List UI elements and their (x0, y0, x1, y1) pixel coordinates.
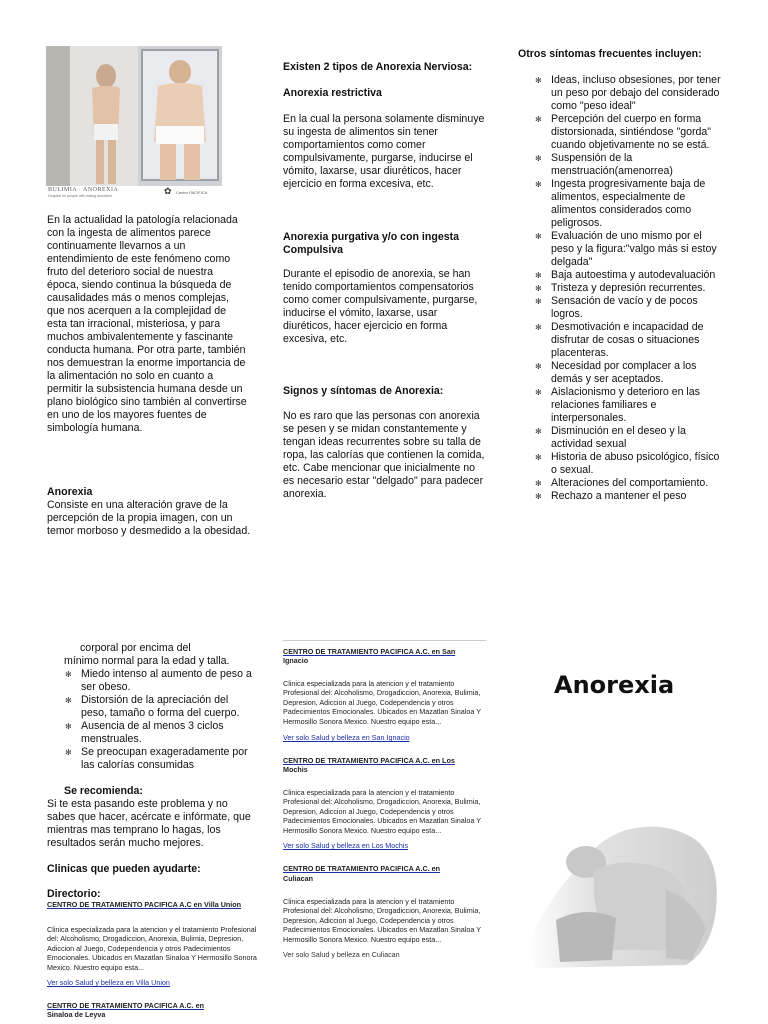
list-item: ✻ Tristeza y depresión recurrentes. (535, 282, 723, 295)
criteria-list (65, 668, 255, 772)
list-item: ✻ Alteraciones del comportamiento. (535, 477, 723, 490)
list-item: ✻ Ingesta progresivamente baja de alimentos, especialmente de alimentos considerados como peligrosos. (535, 178, 723, 230)
other-symptoms-heading: Otros síntomas frecuentes incluyen: (518, 48, 702, 60)
clinic-description: Clinica especializada para la atencion y el tratamiento Profesional del: Alcoholismo, Drogadiccion, Anorexia, Bulimia, Depresion, Adiccion al Juego, Codependencia y otros Padecimientos Emocionales. Ubicados en Mazatlan Sinaloa Y Hermosillo Sonora Mexico. Nuestro equipo esta... (47, 925, 257, 972)
clinics-heading: Clinicas que pueden ayudarte: (47, 863, 201, 875)
types-heading: Existen 2 tipos de Anorexia Nerviosa: (283, 61, 473, 73)
leaf-logo-icon: ✿ (164, 186, 172, 196)
clinic-place-los-mochis: Mochis (283, 765, 308, 774)
photo-caption-left: BULIMIA · ANOREXIA (48, 187, 119, 193)
divider (283, 640, 486, 641)
signs-heading: Signos y síntomas de Anorexia: (283, 385, 444, 397)
list-item: ✻ Historia de abuso psicológico, físico o sexual. (535, 451, 723, 477)
recommend-heading: Se recomienda: (64, 785, 143, 797)
anorexia-definition: Consiste en una alteración grave de la percepción de la propia imagen, con un temor morboso y desmedido a la obesidad. (47, 499, 251, 537)
clinic-description: Clinica especializada para la atencion y el tratamiento Profesional del: Alcoholismo, Drogadiccion, Anorexia, Bulimia, Depresion, Adiccion al Juego, Codependencia y otros Padecimientos Emocionales. Ubicados en Mazatlan Sinaloa Y Hermosillo Sonora Mexico. Nuestro equipo esta... (283, 897, 481, 944)
clinic-title-san-ignacio[interactable]: CENTRO DE TRATAMIENTO PACIFICA A.C. en San (283, 647, 456, 656)
list-item: ✻ Sensación de vacío y de pocos logros. (535, 295, 723, 321)
purgative-heading: Anorexia purgativa y/o con ingesta Compulsiva (283, 231, 460, 256)
signs-text: No es raro que las personas con anorexia se pesen y se midan constantemente y tengan ideas recurrentes sobre su talla de ropa, las calorías que contienen la comida, etc. Cabe mencionar que inicialmente no es necesario estar "delgado" para padecer anorexia. (283, 410, 485, 500)
clinic-title-villa-union[interactable]: CENTRO DE TRATAMIENTO PACIFICA A.C en Villa Union (47, 900, 242, 909)
list-item: ✻ Rechazo a mantener el peso (535, 490, 723, 503)
clinic-description: Clinica especializada para la atencion y el tratamiento Profesional del: Alcoholismo, Drogadiccion, Anorexia, Bulimia, Depresion, Adiccion al Juego, Codependencia y otros Padecimientos Emocionales. Ubicados en Mazatlan Sinaloa Y Hermosillo Sonora Mexico. Nuestro equipo esta... (283, 788, 481, 835)
clinic-link-los-mochis[interactable]: Ver solo Salud y belleza en Los Mochis (283, 841, 409, 850)
list-item: ✻ Ideas, incluso obsesiones, por tener un peso por debajo del considerado como "peso ideal" (535, 74, 723, 113)
continued-line-2: mínimo normal para la edad y talla. (64, 655, 230, 667)
clinic-description: Clinica especializada para la atencion y el tratamiento Profesional del: Alcoholismo, Drogadiccion, Anorexia, Bulimia, Depresion, Adiccion al Juego, Codependencia y otros Padecimientos Emocionales. Ubicados en Mazatlan Sinaloa Y Hermosillo Sonora Mexico. Nuestro equipo esta... (283, 679, 481, 726)
purgative-text: Durante el episodio de anorexia, se han tenido comportamientos compensatorios como comer compulsivamente, purgarse, inducirse el vómito, laxarse, usar diuréticos, hacer ejercicio en forma excesiva, etc. (283, 268, 478, 345)
crouching-figure-illustration (516, 800, 728, 972)
list-item: ✻ Se preocupan exageradamente por las calorías consumidas (65, 746, 255, 772)
recommend-text: Si te esta pasando este problema y no sabes que hacer, acércate e infórmate, que mientras mas temprano lo hagas, los resultados serán mucho mejores. (47, 798, 251, 849)
continued-line-1: corporal por encima del (80, 642, 191, 654)
intro-paragraph: En la actualidad la patología relacionada con la ingesta de alimentos parece continuamente llevarnos a un entendimiento de este fenómeno como fruto del deterioro social de nuestra época, siendo continua la búsqueda de causalidades más o menos complejas, que nos acerquen a la complejidad de esta tan irracional, misteriosa, y para muchos ambivalentemente y fascinante conducta humana. Por otra parte, también nos demuestran la enorme importancia de la alimentación no solo en cuanto a permitir la subsistencia humana desde un plano biológico sino también al convertirse en uno de los mayores fuentes de simbología humana. (47, 214, 247, 434)
anorexia-heading: Anorexia (47, 486, 93, 498)
list-item: ✻ Disminución en el deseo y la actividad sexual (535, 425, 723, 451)
clinic-place-sinaloa: Sinaloa de Leyva (47, 1010, 106, 1019)
clinic-link-villa-union[interactable]: Ver solo Salud y belleza en Villa Union (47, 978, 170, 987)
clinic-title-culiacan[interactable]: CENTRO DE TRATAMIENTO PACIFICA A.C. en (283, 864, 441, 873)
clinic-title-los-mochis[interactable]: CENTRO DE TRATAMIENTO PACIFICA A.C. en Los (283, 756, 455, 765)
clinic-place-culiacan: Culiacan (283, 874, 313, 883)
cover-illustration (516, 800, 728, 972)
clinic-title-sinaloa[interactable]: CENTRO DE TRATAMIENTO PACIFICA A.C. en (47, 1001, 205, 1010)
list-item: ✻ Percepción del cuerpo en forma distorsionada, sintiéndose "gorda" cuando objetivamente no se está. (535, 113, 723, 152)
list-item: ✻ Suspensión de la menstruación(amenorrea) (535, 152, 723, 178)
list-item: ✻ Necesidad por complacer a los demás y ser aceptados. (535, 360, 723, 386)
restrictive-text: En la cual la persona solamente disminuye su ingesta de alimentos sin tener comportamientos como comer compulsivamente, purgarse, inducirse el vómito, laxarse, usar diuréticos, hacer ejercicio en forma excesiva, etc. (283, 113, 485, 190)
clinic-place-san-ignacio: Ignacio (283, 656, 309, 665)
mirror-photo (46, 46, 222, 186)
photo-caption-sub: Hospital for people with eating disorders (48, 194, 112, 198)
photo-caption-right: Centro PACIFICA (176, 190, 208, 195)
clinic-link-culiacan[interactable]: Ver solo Salud y belleza en Culiacan (283, 950, 400, 959)
list-item: ✻ Desmotivación e incapacidad de disfrutar de cosas o situaciones placenteras. (535, 321, 723, 360)
directory-heading: Directorio: (47, 888, 101, 900)
list-item: ✻ Evaluación de uno mismo por el peso y la figura:"valgo más si estoy delgada" (535, 230, 723, 269)
other-symptoms-list (535, 74, 723, 503)
restrictive-heading: Anorexia restrictiva (283, 87, 382, 99)
cover-title: Anorexia (554, 671, 675, 699)
list-item: ✻ Baja autoestima y autodevaluación (535, 269, 723, 282)
list-item: ✻ Aislacionismo y deterioro en las relaciones familiares e interpersonales. (535, 386, 723, 425)
list-item: ✻ Miedo intenso al aumento de peso a ser obeso. (65, 668, 255, 694)
list-item: ✻ Distorsión de la apreciación del peso, tamaño o forma del cuerpo. (65, 694, 255, 720)
list-item: ✻ Ausencia de al menos 3 ciclos menstruales. (65, 720, 255, 746)
clinic-link-san-ignacio[interactable]: Ver solo Salud y belleza en San Ignacio (283, 733, 410, 742)
mirror-photo-illustration (46, 46, 222, 186)
